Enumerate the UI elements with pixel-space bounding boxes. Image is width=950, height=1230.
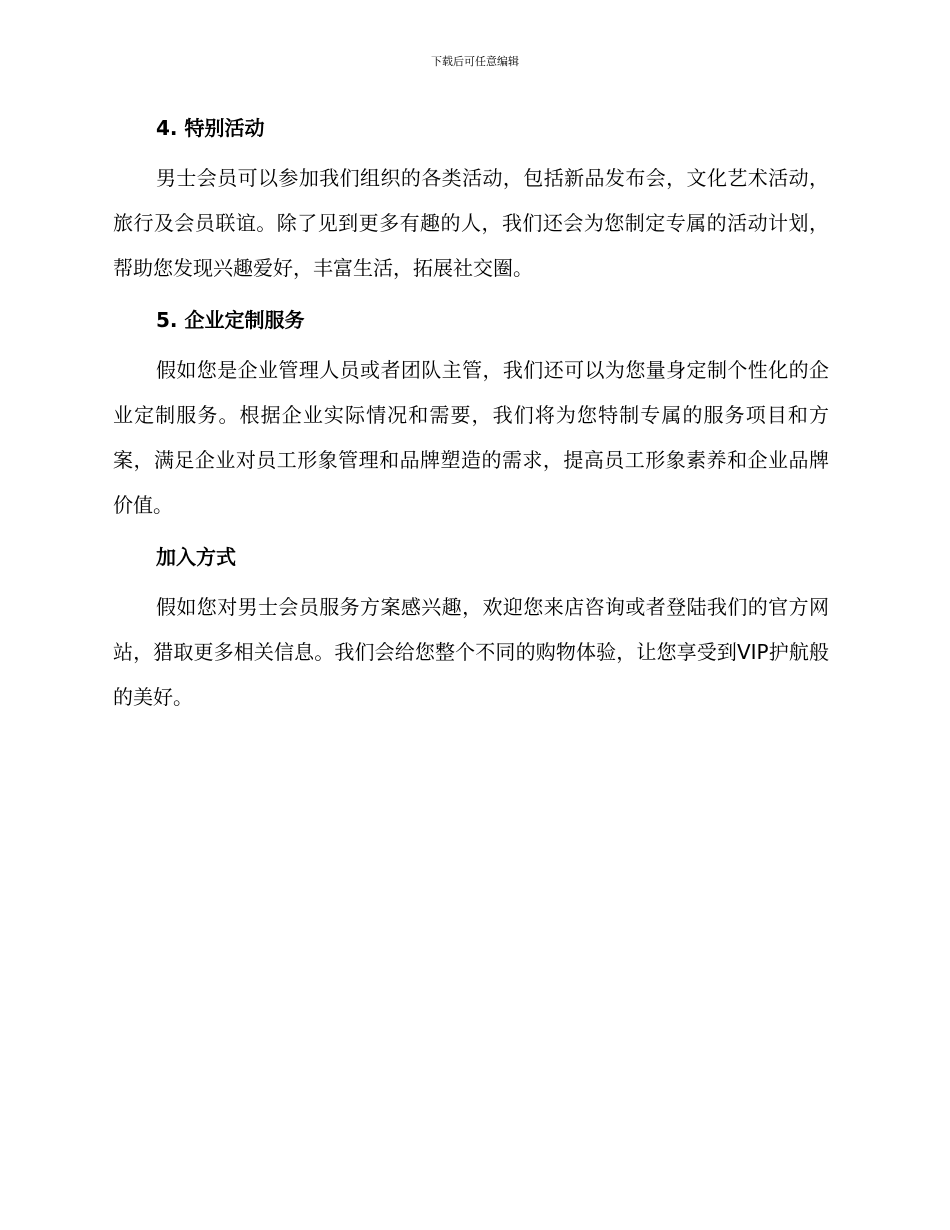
- section-paragraph-how-to-join: 假如您对男士会员服务方案感兴趣，欢迎您来店咨询或者登陆我们的官方网站，猎取更多相关信息。我们会给您整个不同的购物体验，让您享受到VIP护航般的美好。: [113, 595, 829, 709]
- running-header: 下载后可任意编辑: [431, 55, 519, 68]
- section-heading-how-to-join: 加入方式: [156, 545, 236, 569]
- section-paragraph-enterprise-service: 假如您是企业管理人员或者团队主管，我们还可以为您量身定制个性化的企业定制服务。根据企业实际情况和需要，我们将为您特制专属的服务项目和方案，满足企业对员工形象管理和品牌塑造的需求，提高员工形象素养和企业品牌价值。: [113, 358, 829, 517]
- section-paragraph-special-events: 男士会员可以参加我们组织的各类活动，包括新品发布会，文化艺术活动，旅行及会员联谊。除了见到更多有趣的人，我们还会为您制定专属的活动计划，帮助您发现兴趣爱好，丰富生活，拓展社交圈。: [113, 166, 829, 280]
- section-heading-enterprise-service: 5. 企业定制服务: [156, 308, 305, 332]
- document-body: [113, 113, 829, 720]
- section-heading-special-events: 4. 特别活动: [156, 116, 265, 140]
